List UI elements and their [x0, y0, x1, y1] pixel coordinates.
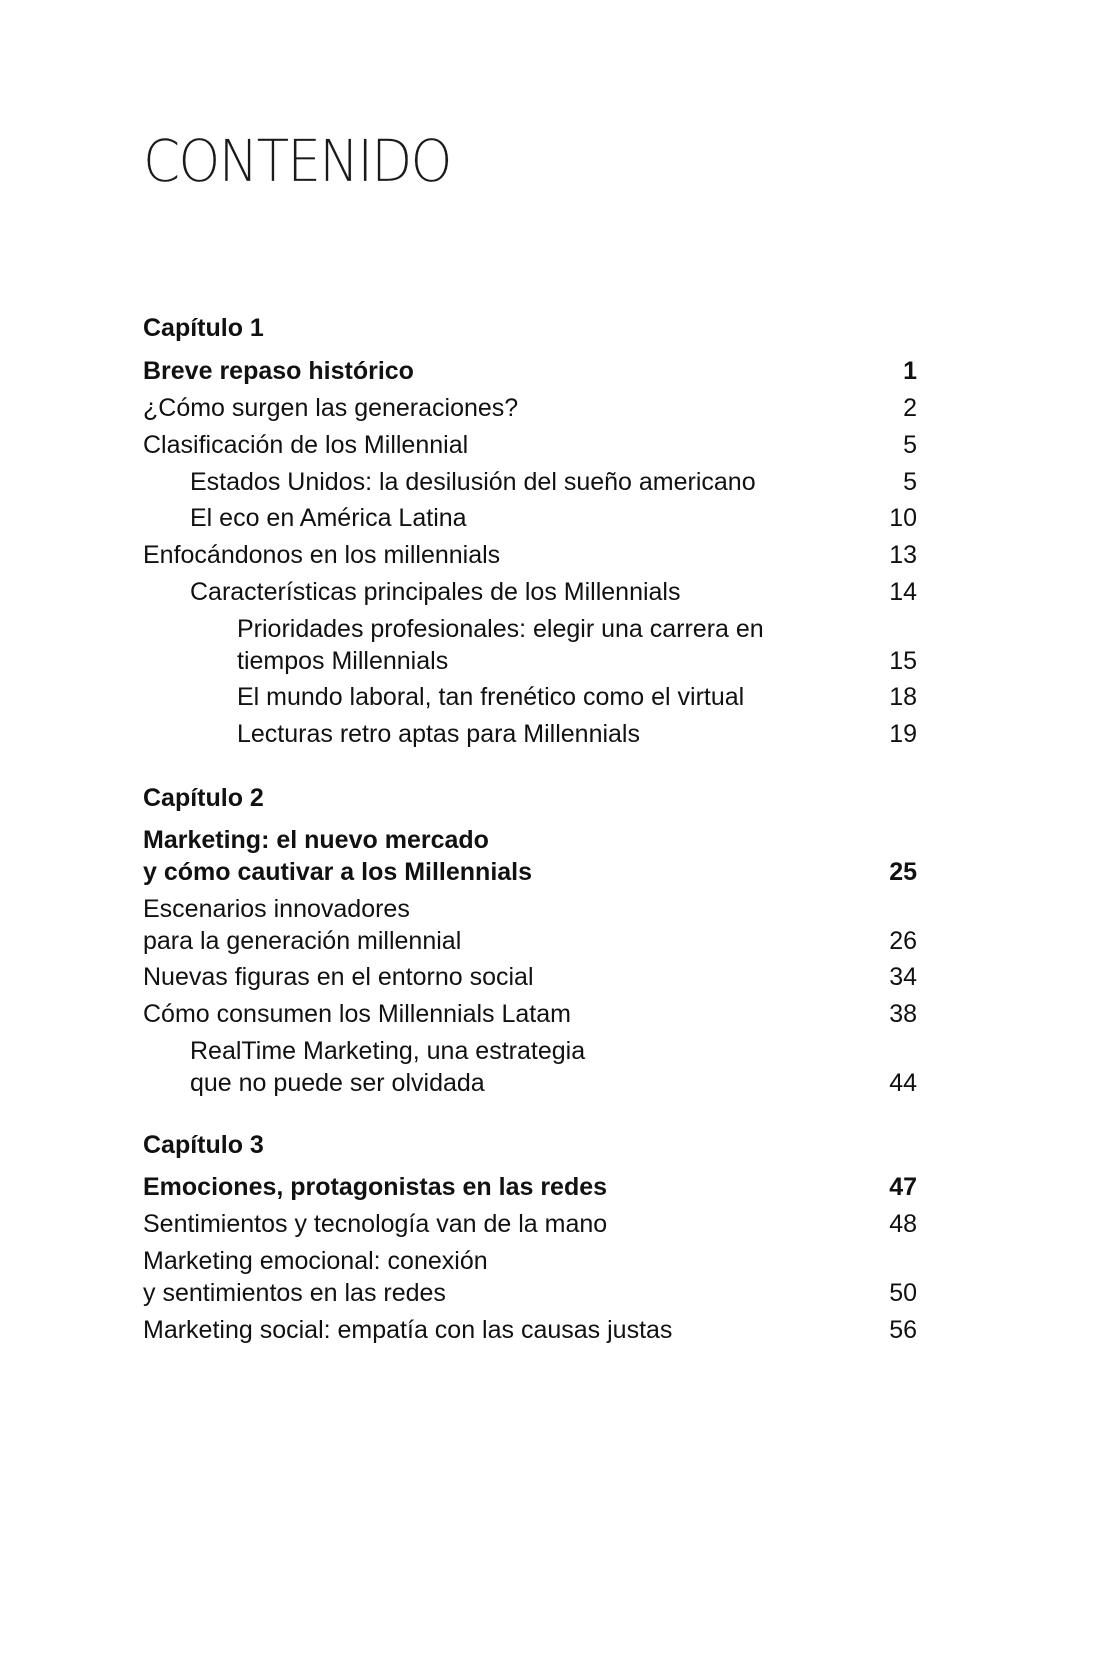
- toc-entry-page: 25: [889, 858, 917, 886]
- toc-entry-title: Características principales de los Millennials: [190, 578, 681, 606]
- toc-entry-title: Prioridades profesionales: elegir una carrera en tiempos Millennials: [237, 615, 764, 675]
- toc-entry-page: 34: [889, 963, 917, 991]
- toc-entry: [143, 502, 917, 534]
- toc-entry-title: El mundo laboral, tan frenético como el virtual: [237, 683, 745, 711]
- toc-entry: [143, 1171, 917, 1203]
- chapter-label: Capítulo 1: [143, 314, 264, 342]
- toc-entry-title: RealTime Marketing, una estrategia que no puede ser olvidada: [190, 1037, 586, 1097]
- toc-entry-page: 14: [889, 578, 917, 606]
- toc-entry-page: 44: [889, 1069, 917, 1097]
- toc-entry: [143, 998, 917, 1030]
- toc-entry-page: 50: [889, 1279, 917, 1307]
- toc-entry-page: 56: [889, 1316, 917, 1344]
- chapter-label: Capítulo 2: [143, 784, 264, 812]
- toc-entry-page: 5: [903, 431, 917, 459]
- toc-entry-title: ¿Cómo surgen las generaciones?: [143, 394, 519, 422]
- toc-entry-title: Nuevas figuras en el entorno social: [143, 963, 534, 991]
- toc-entry-title: Estados Unidos: la desilusión del sueño americano: [190, 468, 756, 496]
- toc-entry: [143, 355, 917, 387]
- toc-entry-page: 5: [903, 468, 917, 496]
- toc-entry: [143, 539, 917, 571]
- toc-entry: [143, 718, 917, 750]
- toc-entry: [143, 613, 917, 677]
- toc-entry: [143, 392, 917, 424]
- toc-entry-title: Marketing: el nuevo mercado y cómo cautivar a los Millennials: [143, 826, 533, 886]
- toc-entry-title: Sentimientos y tecnología van de la mano: [143, 1210, 608, 1238]
- toc-entry-title: Marketing social: empatía con las causas justas: [143, 1316, 673, 1344]
- toc-entry-page: 47: [889, 1173, 917, 1201]
- toc-entry-title: Cómo consumen los Millennials Latam: [143, 1000, 571, 1028]
- toc-entry-title: Breve repaso histórico: [143, 357, 414, 385]
- toc-entry-page: 48: [889, 1210, 917, 1238]
- toc-entry-title: Escenarios innovadores para la generación millennial: [143, 895, 462, 955]
- toc-entry-page: 13: [889, 541, 917, 569]
- toc-entry-page: 18: [889, 683, 917, 711]
- toc-entry-page: 1: [903, 357, 917, 385]
- toc-entry: [143, 466, 917, 498]
- page-title: CONTENIDO: [143, 127, 451, 195]
- chapter-label: Capítulo 3: [143, 1131, 264, 1159]
- toc-entry-title: Marketing emocional: conexión y sentimientos en las redes: [143, 1247, 488, 1307]
- toc-entry-title: Emociones, protagonistas en las redes: [143, 1173, 608, 1201]
- toc-entry: [143, 961, 917, 993]
- toc-entry: [143, 1208, 917, 1240]
- toc-entry-page: 26: [889, 927, 917, 955]
- toc-entry-title: Lecturas retro aptas para Millennials: [237, 720, 640, 748]
- toc-entry-title: Enfocándonos en los millennials: [143, 541, 501, 569]
- toc-entry: [143, 429, 917, 461]
- toc-entry: [143, 1035, 917, 1099]
- toc-entry-page: 38: [889, 1000, 917, 1028]
- toc-entry-page: 15: [889, 647, 917, 675]
- toc-entry: [143, 576, 917, 608]
- toc-entry-title: Clasificación de los Millennial: [143, 431, 469, 459]
- toc-entry-page: 10: [889, 504, 917, 532]
- toc-entry-page: 19: [889, 720, 917, 748]
- toc-entry-page: 2: [903, 394, 917, 422]
- toc-entry-title: El eco en América Latina: [190, 504, 467, 532]
- toc-entry: [143, 1245, 917, 1309]
- toc-entry: [143, 1314, 917, 1346]
- toc-entry: [143, 824, 917, 888]
- toc-entry: [143, 681, 917, 713]
- toc-entry: [143, 893, 917, 957]
